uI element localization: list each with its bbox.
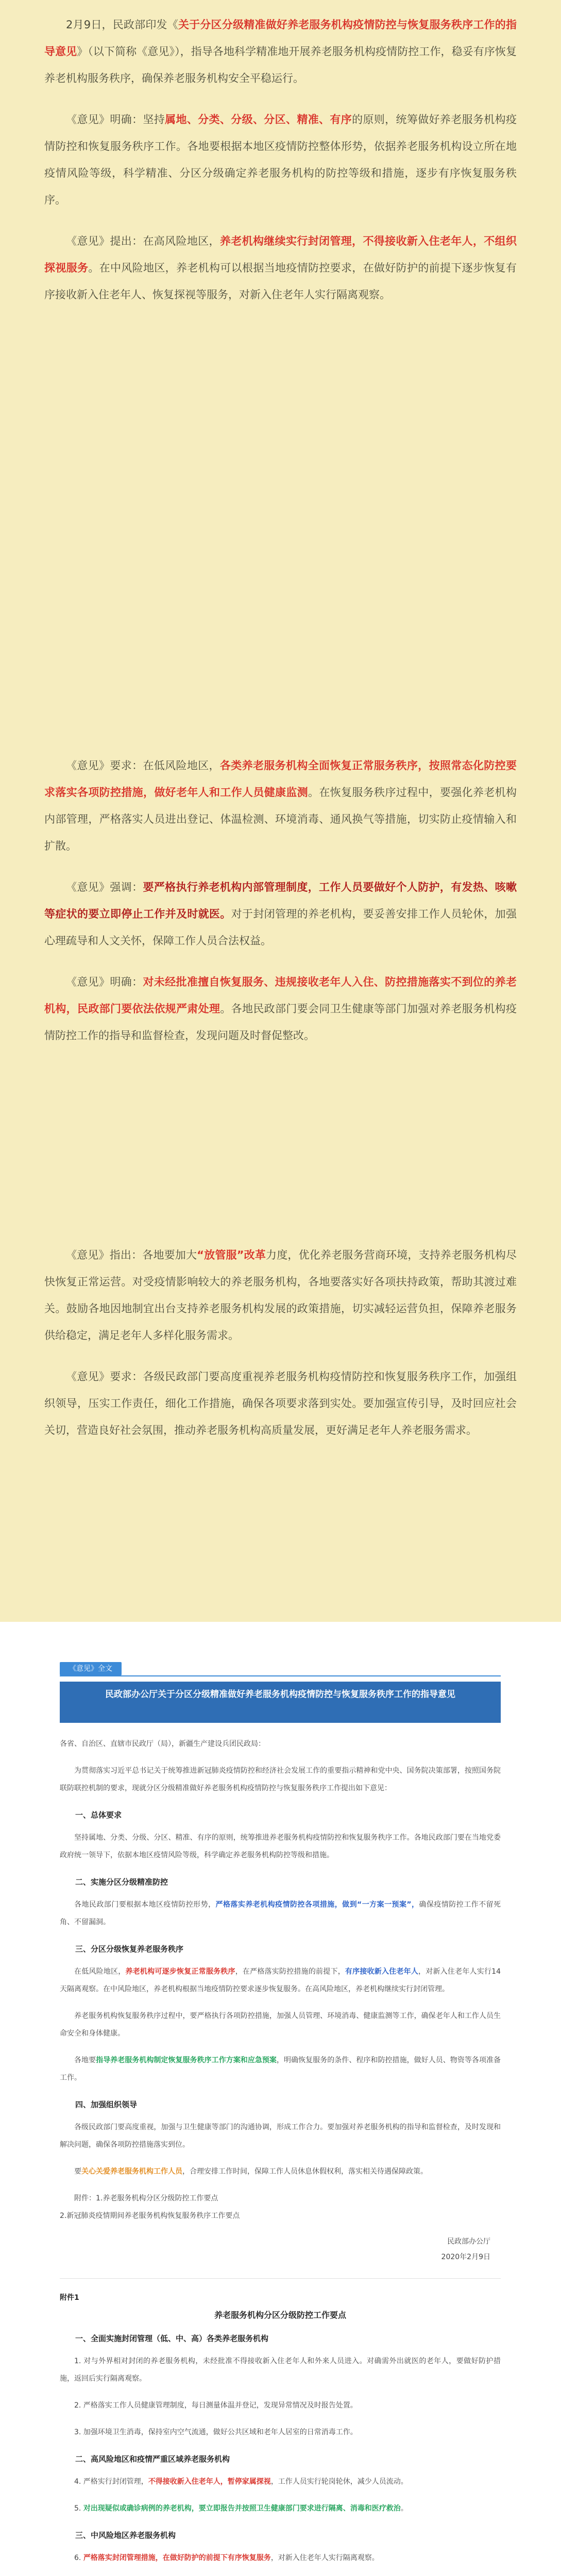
section-tag: 《意见》全文 <box>60 1662 122 1675</box>
summary-paragraph: 《意见》要求：各级民政部门要高度重视养老服务机构疫情防控和恢复服务秩序工作，加强组织领导，压实工作责任，细化工作措施，确保各项要求落到实处。要加强宣传引导，及时回应社会关切，营造良好社会氛围，推动养老服务机构高质量发展，更好满足老年人养老服务需求。 <box>44 1370 517 1436</box>
heading: 三、分区分级恢复养老服务秩序 <box>75 1944 184 1954</box>
summary-paragraph: 2月9日，民政部印发《关于分区分级精准做好养老服务机构疫情防控与恢复服务秩序工作的指导意见》（以下简称《意见》），指导各地科学精准地开展养老服务机构疫情防控工作，稳妥有序恢复养老机构服务秩序，确保养老服务机构安全平稳运行。 <box>44 19 517 84</box>
tag-underline <box>60 1675 501 1676</box>
heading: 四、加强组织领导 <box>75 2100 138 2109</box>
body-paragraph: 3. 加强环境卫生消毒，保持室内空气流通，做好公共区域和老年人居室的日常消毒工作。 <box>74 2428 358 2436</box>
signature-org: 民政部办公厅 <box>447 2238 490 2246</box>
summary-paragraph: 《意见》强调：要严格执行养老机构内部管理制度，工作人员要做好个人防护，有发热、咳嗽等症状的要立即停止工作并及时就医。对于封闭管理的养老机构，要妥善安排工作人员轮休，加强心理疏导和人文关怀，保障工作人员合法权益。 <box>44 881 517 947</box>
summary-paragraph: 《意见》指出：各地要加大“放管服”改革力度，优化养老服务营商环境，支持养老服务机构尽快恢复正常运营。对受疫情影响较大的养老服务机构，各地要落实好各项扶持政策，帮助其渡过难关。鼓励各地因地制宜出台支持养老服务机构发展的政策措施，切实减轻运营负担，保障养老服务供给稳定，满足老年人多样化服务需求。 <box>44 1249 517 1342</box>
document-title-banner: 民政部办公厅关于分区分级精准做好养老服务机构疫情防控与恢复服务秩序工作的指导意见 <box>60 1682 501 1723</box>
body-paragraph: 2. 严格落实工作人员健康管理制度，每日测量体温并登记，发现异常情况及时报告处置。 <box>74 2401 358 2410</box>
body-paragraph: 4. 严格实行封闭管理，不得接收新入住老年人，暂停家属探视，工作人员实行轮岗轮休，减少人员流动。 <box>74 2478 408 2486</box>
heading: 一、全面实施封闭管理（低、中、高）各类养老服务机构 <box>75 2334 269 2343</box>
summary-top <box>44 11 517 323</box>
heading: 二、高风险地区和疫情严重区域养老服务机构 <box>75 2454 230 2464</box>
heading: 一、总体要求 <box>75 1810 122 1820</box>
summary-paragraph: 《意见》提出：在高风险地区，养老机构继续实行封闭管理，不得接收新入住老年人，不组织探视服务。在中风险地区，养老机构可以根据当地疫情防控要求，在做好防护的前提下逐步恢复有序接收新入住老年人、恢复探视等服务，对新入住老年人实行隔离观察。 <box>44 235 517 301</box>
divider <box>60 2278 501 2279</box>
attachment-note: 附件：1.养老服务机构分区分级防控工作要点 2.新冠肺炎疫情期间养老服务机构恢复服务秩序工作要点 <box>60 2194 240 2220</box>
summary-paragraph: 《意见》明确：对未经批准擅自恢复服务、违规接收老年人入住、防控措施落实不到位的养老机构，民政部门要依法依规严肃处理。各地民政部门要会同卫生健康等部门加强对养老服务机构疫情防控工作的指导和监督检查，发现问题及时督促整改。 <box>44 976 517 1042</box>
body-paragraph: 养老服务机构恢复服务秩序过程中，要严格执行各项防控措施，加强人员管理、环境消毒、健康监测等工作，确保老年人和工作人员生命安全和身体健康。 <box>60 2012 501 2038</box>
greeting: 各省、自治区、直辖市民政厅（局），新疆生产建设兵团民政局： <box>60 1740 265 1748</box>
summary-middle <box>44 752 517 1063</box>
summary-paragraph: 《意见》要求：在低风险地区，各类养老服务机构全面恢复正常服务秩序，按照常态化防控要求落实各项防控措施，做好老年人和工作人员健康监测。在恢复服务秩序过程中，要强化养老机构内部管理，严格落实人员进出登记、体温检测、环境消毒、通风换气等措施，切实防止疫情输入和扩散。 <box>44 759 517 852</box>
body-paragraph: 要关心关爱养老服务机构工作人员，合理安排工作时间，保障工作人员休息休假权利，落实相关待遇保障政策。 <box>74 2167 428 2176</box>
summary-paragraph: 《意见》明确：坚持属地、分类、分级、分区、精准、有序的原则，统筹做好养老服务机构疫情防控和恢复服务秩序工作。各地要根据本地区疫情防控整体形势，依据养老服务机构设立所在地疫情风险等级，科学精准、分区分级确定养老服务机构的防控等级和措施，逐步有序恢复服务秩序。 <box>44 113 517 206</box>
body-paragraph: 5. 对出现疑似或确诊病例的养老机构，要立即报告并按照卫生健康部门要求进行隔离、消毒和医疗救治。 <box>74 2504 408 2513</box>
intro-paragraph: 为贯彻落实习近平总书记关于统筹推进新冠肺炎疫情防控和经济社会发展工作的重要指示精神和党中央、国务院决策部署，按照国务院联防联控机制的要求，现就分区分级精准做好养老服务机构疫情防控与恢复服务秩序工作提出如下意见： <box>60 1767 501 1792</box>
body-paragraph: 各级民政部门要高度重视，加强与卫生健康等部门的沟通协调，形成工作合力。要加强对养老服务机构的指导和监督检查，及时发现和解决问题，确保各项防控措施落实到位。 <box>60 2123 501 2149</box>
full-text-section <box>0 1622 561 2576</box>
signature-date: 2020年2月9日 <box>441 2253 490 2261</box>
body-paragraph: 6. 严格落实封闭管理措施，在做好防护的前提下有序恢复服务，对新入住老年人实行隔离观察。 <box>74 2554 379 2562</box>
body-paragraph: 各地民政部门要根据本地区疫情防控形势，严格落实养老机构疫情防控各项措施，做到“一方案一预案”，确保疫情防控工作不留死角、不留漏洞。 <box>60 1901 501 1926</box>
heading: 二、实施分区分级精准防控 <box>75 1877 168 1887</box>
body-paragraph: 各地要指导养老服务机构制定恢复服务秩序工作方案和应急预案，明确恢复服务的条件、程序和防控措施，做好人员、物资等各项准备工作。 <box>60 2056 501 2082</box>
summary-bottom <box>44 1242 517 1458</box>
attachment1-title: 养老服务机构分区分级防控工作要点 <box>214 2310 346 2320</box>
document-body <box>60 1735 501 2576</box>
body-paragraph: 坚持属地、分类、分级、分区、精准、有序的原则，统筹推进养老服务机构疫情防控和恢复服务秩序工作。各地民政部门要在当地党委政府统一领导下，依据本地区疫情风险等级，科学确定养老服务机构防控等级和措施。 <box>60 1834 501 1859</box>
body-paragraph: 1. 对与外界相对封闭的养老服务机构，未经批准不得接收新入住老年人和外来人员进入。对确需外出就医的老年人，要做好防护措施，返回后实行隔离观察。 <box>60 2357 501 2383</box>
body-paragraph: 在低风险地区，养老机构可逐步恢复正常服务秩序，在严格落实防控措施的前提下，有序接收新入住老年人，对新入住老年人实行14天隔离观察。在中风险地区，养老机构根据当地疫情防控要求逐步恢复服务。在高风险地区，养老机构继续实行封闭管理。 <box>60 1968 501 1993</box>
attachment1-label: 附件1 <box>60 2294 79 2302</box>
heading: 三、中风险地区养老服务机构 <box>75 2531 176 2540</box>
